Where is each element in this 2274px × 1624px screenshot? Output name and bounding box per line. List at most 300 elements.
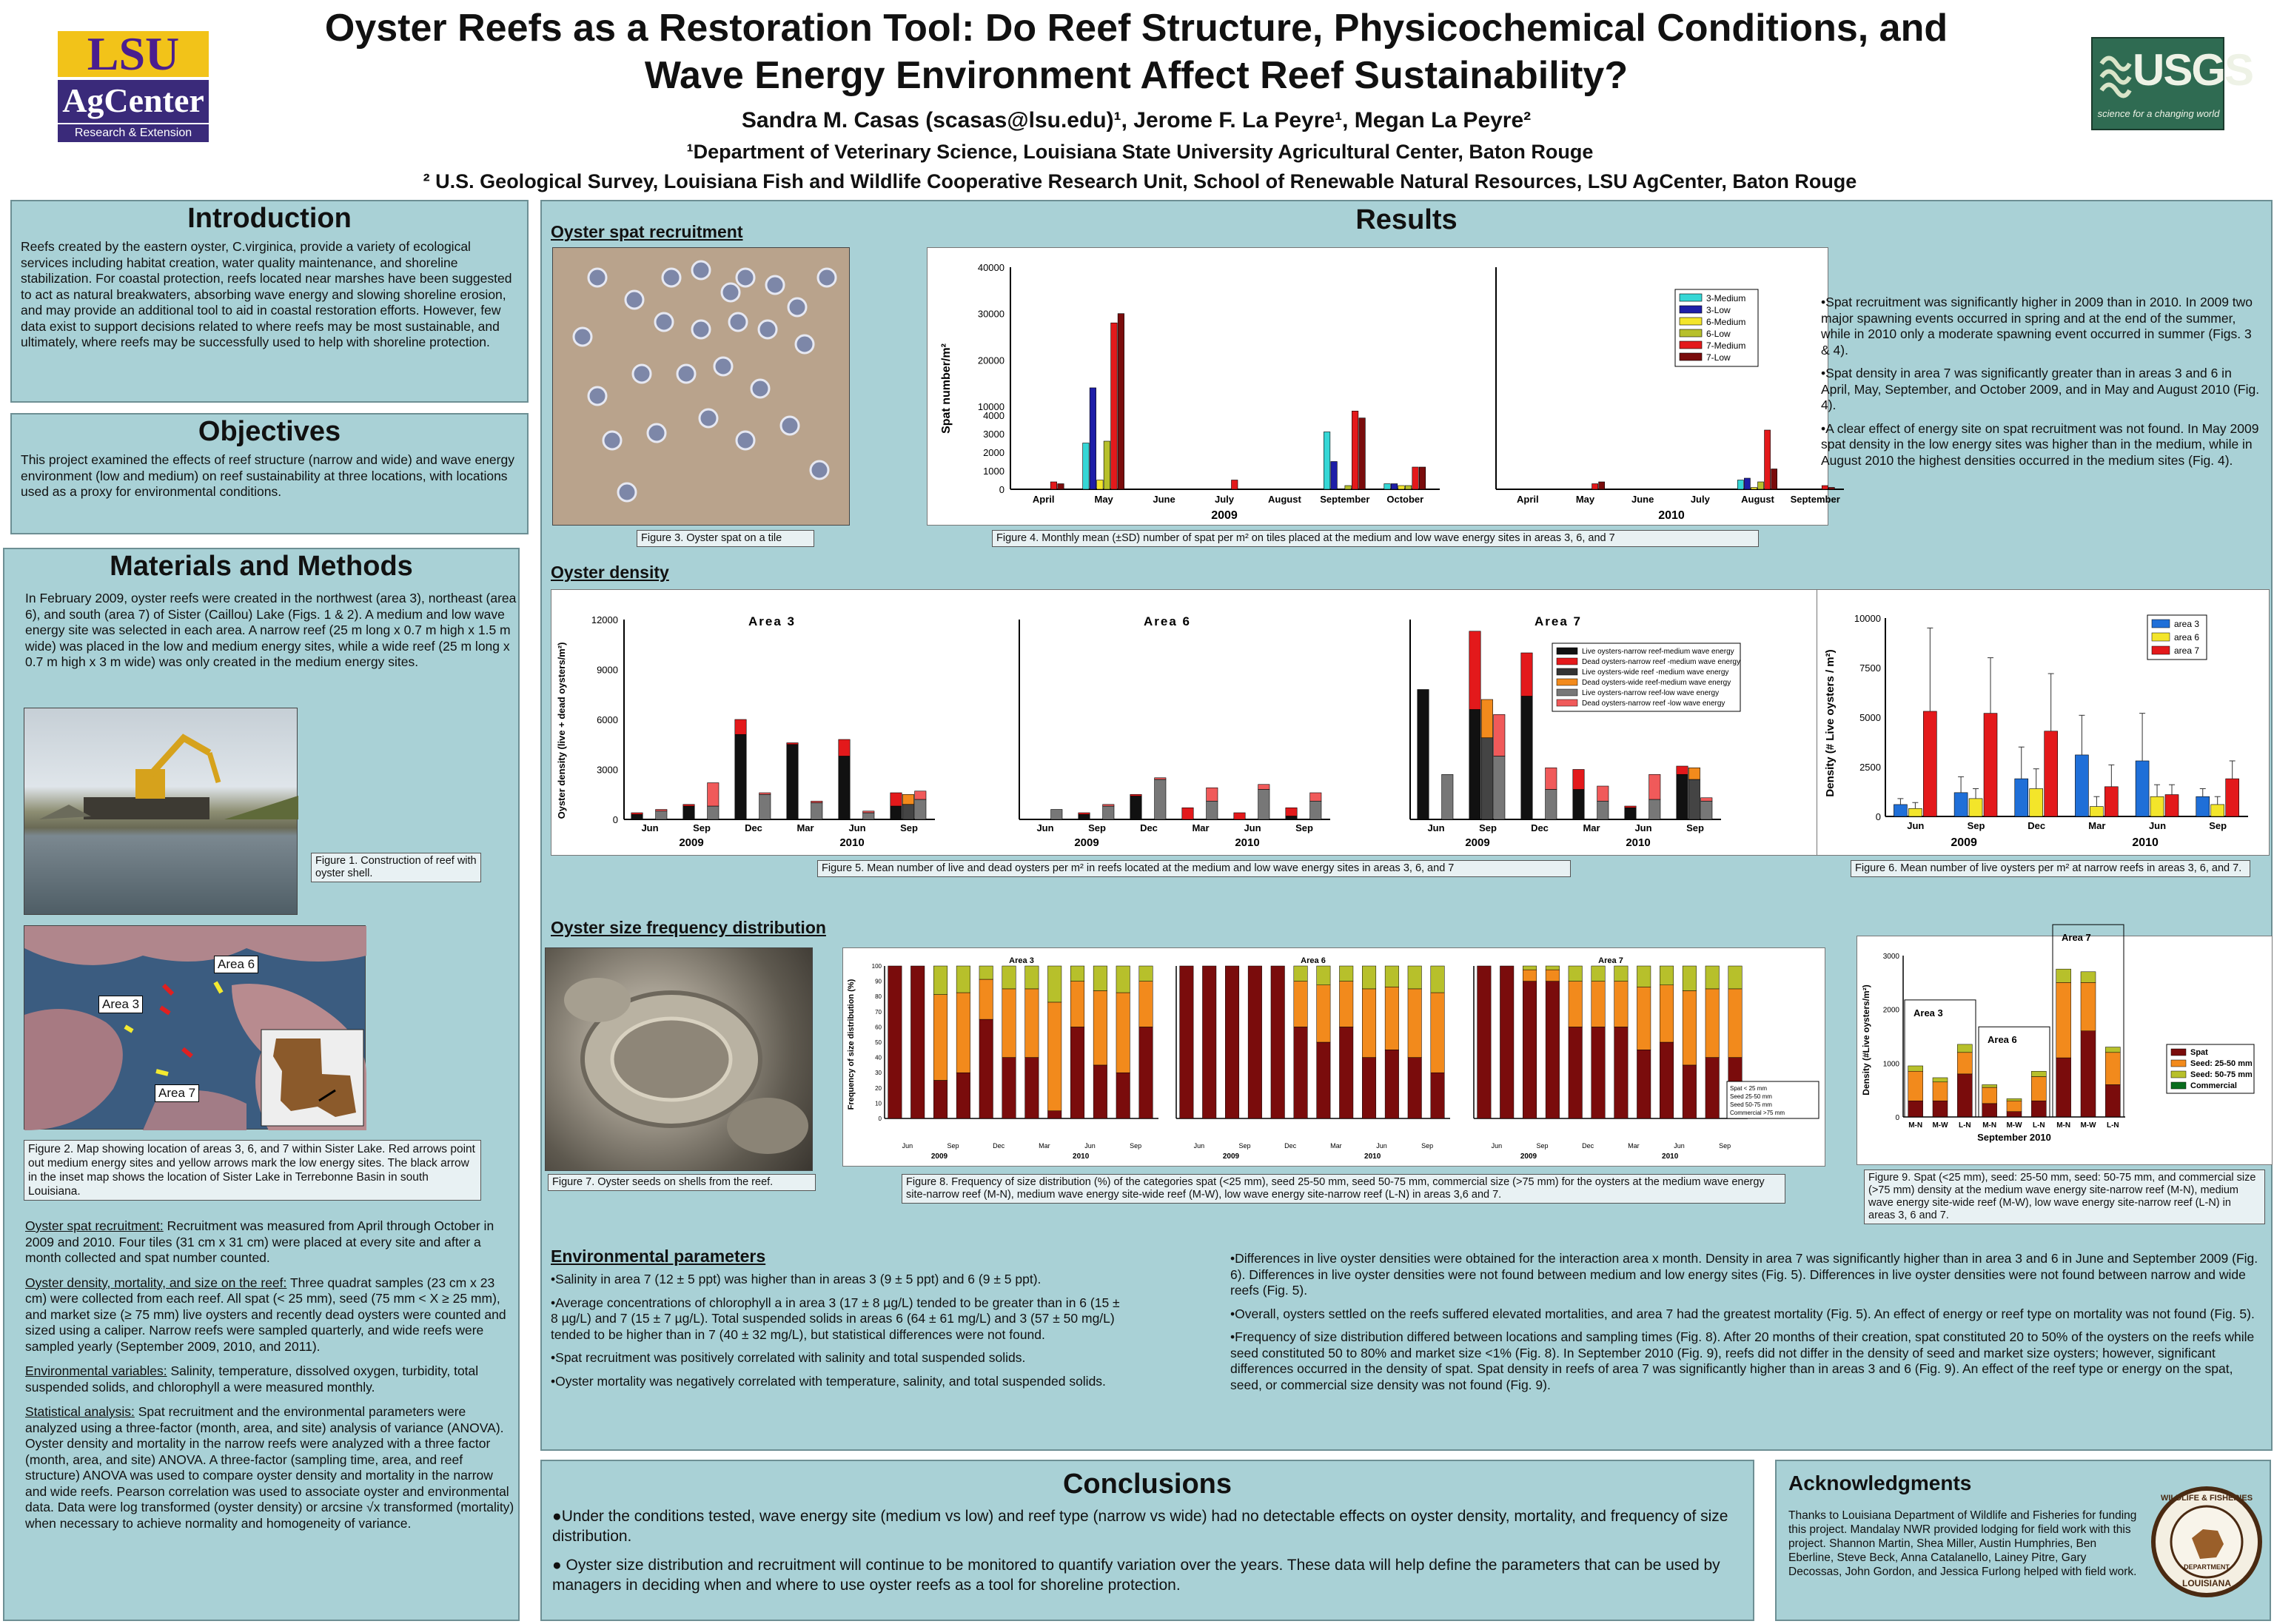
fig8-bar-seed2 [1592,966,1606,982]
fig5-bar-live [863,813,874,819]
fig8-ytick: 90 [875,978,882,985]
fig8-bar-spat [1660,1042,1674,1118]
fig5-xtick: Mar [1192,822,1210,833]
fig8-svg [843,948,1826,1167]
map-label-area3: Area 3 [98,996,143,1013]
fig5-legend-label: Dead oysters-wide reef-medium wave energy [1582,679,1731,687]
fig5-bar-live [683,806,694,819]
env-bullet: •Oyster mortality was negatively correlated with temperature, salinity, and total suspended solids. [551,1373,1106,1389]
fig8-bar-spat [1569,1027,1583,1118]
fig4-bar [1118,314,1124,489]
fig6-legend-label: area 3 [2174,619,2200,629]
conclusion-bullet: ● Oyster size distribution and recruitment will continue to be monitored to quantify variation over the years. These data will help define the parameters that can be used by managers in deciding when and where to use oyster reefs as a tool for shoreline protection. [552,1557,1720,1594]
fig9-bar-spat [2056,1058,2071,1117]
fig4-bar [1083,443,1090,490]
fig9-group-label: Area 6 [1988,1034,2017,1046]
fig9-legend-label: Seed: 25-50 mm [2190,1059,2253,1068]
fig8-bar-seed2 [1408,966,1422,989]
fig8-ytick: 80 [875,993,882,1001]
fig4-bar [1405,486,1412,489]
fig5-xtick: Sep [1295,822,1313,833]
fig6-year: 2009 [1951,836,1977,849]
fig8-bar-seed [1385,987,1399,1050]
fig5-ylabel: Oyster density (live + dead oysters/m²) [556,642,567,819]
fig8-ytick: 30 [875,1070,882,1077]
fig9-bar-spat [2081,1031,2096,1117]
fig8-xtick: Jun [902,1142,913,1150]
fig5-year: 2009 [1074,836,1099,849]
fig5-bar-dead [735,719,746,734]
fig5-bar-dead [1130,794,1141,796]
fig8-bar-seed2 [1660,966,1674,985]
fig4-xtick: May [1094,494,1113,505]
fig5-bar-live [1649,799,1660,819]
fig8-bar-seed2 [1523,966,1537,970]
fig5-year: 2009 [1465,836,1490,849]
conclusions-bullets [542,1500,1753,1601]
fig6-ytick: 5000 [1859,712,1881,723]
fig6-ytick: 7500 [1859,662,1881,674]
fig8-bar-spat [1431,1073,1445,1118]
fig8-bar-seed [1431,993,1445,1073]
fig8-xtick: Mar [1628,1142,1640,1150]
fig5-bar-dead [1310,793,1321,801]
fig4-bar [1737,480,1743,490]
fig5-bar-live [1625,808,1636,819]
fig6-bar [2165,795,2179,816]
fig8-xtick: Jun [1674,1142,1685,1150]
fig8-legend-label: Spat < 25 mm [1730,1085,1768,1092]
fig9-bar-spat [1933,1101,1948,1117]
fig5-panel-title: Area 3 [748,614,796,628]
introduction-heading: Introduction [187,203,352,234]
fig8-bar-seed [1070,982,1084,1027]
fig8-xtick: Mar [1330,1142,1342,1150]
fig8-year: 2010 [1073,1152,1090,1161]
fig6-legend-label: area 7 [2174,645,2200,656]
fig5-bar-live [1286,816,1297,820]
spat-mark [811,461,828,479]
fig8-bar-spat [910,966,925,1118]
fig4-bar [1384,484,1391,490]
fig4-legend-swatch [1680,329,1702,337]
fig5-xtick: Jun [1634,822,1652,833]
fig9-legend-swatch [2171,1071,2186,1078]
methods-paragraphs [25,1218,517,1531]
fig9-legend-swatch [2171,1049,2186,1056]
fig5-bar-dead [656,810,667,811]
fig9-xtick: M-N [1908,1121,1923,1130]
fig5-bar-live [1155,779,1166,819]
fig5-bar-dead [631,813,643,814]
fig8-bar-spat [1408,1058,1422,1118]
fig8-bar-seed2 [1047,966,1061,1002]
fig8-ytick: 60 [875,1024,882,1031]
fig9-bar-seed2 [2105,1047,2120,1053]
fig5-bar-dead [1207,788,1218,801]
spat-mark [796,335,814,353]
fig5-legend-swatch [1557,668,1577,675]
spat-mark [737,432,754,449]
fig8-bar-seed [933,995,948,1081]
fig6-bar [2090,807,2103,816]
fig5-bar-live [915,799,926,819]
fig5-bar-live [1469,710,1480,820]
fig8-bar-spat [1116,1073,1130,1118]
fig9-bar-spat [1982,1104,1997,1117]
fig8-bar-seed2 [979,966,993,979]
fig6-bar [1894,805,1907,816]
fig4-ytick: 30000 [977,308,1004,320]
fig9-bar-seed2 [1957,1044,1972,1053]
env-bullet: •Spat recruitment was positively correlated with salinity and total suspended solids. [551,1350,1026,1365]
fig5-bar-dead [1521,653,1532,697]
results-bullet: •Overall, oysters settled on the reefs suffered elevated mortalities, and area 7 had the greatest mortality (Fig. 5). An effect of energy or reef type on mortality was not found (Fig. 5). [1230,1306,2255,1321]
fig4-legend-label: 6-Medium [1706,317,1746,327]
fig6-ytick: 2500 [1859,762,1881,773]
fig8-bar-seed2 [1025,966,1039,989]
fig6-xtick: Mar [2088,820,2106,831]
env-bullet: •Salinity in area 7 (12 ± 5 ppt) was higher than in areas 3 (9 ± 5 ppt) and 6 (9 ± 5 ppt). [551,1272,1042,1286]
fig8-bar-spat [1070,1027,1084,1118]
spat-mark [751,380,769,397]
fig9-bar-seed [1908,1071,1923,1101]
fig5-panel-title: Area 6 [1144,614,1191,628]
fig9-xtick: M-N [1982,1121,1997,1130]
fig8-ytick: 100 [871,963,882,970]
fig4-bar [1391,484,1398,490]
fig8-bar-seed [1546,970,1560,981]
fig5-year: 2010 [1235,836,1260,849]
fig8-year: 2010 [1364,1152,1381,1161]
methods-intro-text: In February 2009, oyster reefs were created in the northwest (area 3), northeast (area 6), and south (area 7) of Sister (Caillou) Lake (Figs. 1 & 2). A medium and low wave energy site was selected in each area. A narrow reef (25 m long x 0.7 m high x 1.5 m wide) was placed in the low and medium energy sites, while a wide reef (25 m long x 0.7 m high x 3 m wide) was only created in the medium energy sites. [25,591,517,669]
fig5-bar-live [1130,796,1141,820]
objectives-heading: Objectives [198,416,341,447]
fig8-xtick: Jun [1376,1142,1387,1150]
fig8-xtick: Sep [1536,1142,1549,1150]
fig8-panel-title: Area 7 [1598,956,1623,965]
fig4-ytick: 1000 [983,466,1004,477]
fig4-bar [1822,486,1828,489]
fig2-caption: Figure 2. Map showing location of areas 3, 6, and 7 within Sister Lake. Red arrows point out medium energy sites and yellow arrows mark the low energy sites. The black arrow in the inset map shows the location of Sister Lake in Terrebonne Basin in south Louisiana. [24,1140,481,1201]
fig8-xtick: Dec [993,1142,1005,1150]
fig9-bar-seed [2105,1053,2120,1085]
fig4-bar [1097,480,1104,490]
fig9-ytick: 0 [1895,1114,1899,1122]
fig8-legend-label: Commercial >75 mm [1730,1110,1785,1116]
fig8-bar-seed2 [933,966,948,995]
fig8-bar-seed [1728,989,1743,1058]
fig9-bar-seed [2007,1101,2022,1112]
fig8-bar-seed2 [1728,966,1743,989]
spat-bullet: •Spat density in area 7 was significantly greater than in areas 3 and 6 in April, May, September, and October 2009, and in May and August 2010 (Fig. 4). [1821,366,2260,412]
spat-mark [655,313,673,331]
fig8-bar-seed [1116,993,1130,1073]
fig8-bar-seed [1317,985,1331,1042]
fig5-xtick: Dec [1140,822,1158,833]
fig6-xtick: Sep [2209,820,2227,831]
methods-stats-paragraph: Statistical analysis: Spat recruitment and the environmental parameters were analyzed using a three-factor (month, area, and site) analysis of variance (ANOVA). Oyster density and mortality in the narrow reefs were analyzed with a three factor (month, area, and site) ANOVA. A three-factor (sampling time, area, and reef structure) ANOVA was used to compare oyster density and mortality in the narrow and wide reefs. Pearson correlation was used to associate oyster and environmental data. Data were log transformed (oyster density) or arcsine √x transformed (mortality) when necessary to achieve normality and homogeneity of variance. [25,1404,514,1531]
fig8-bar-seed2 [1139,966,1153,982]
fig9-chart [1857,932,2273,1165]
poster-title: Oyster Reefs as a Restoration Tool: Do Reef Structure, Physicochemical Conditions, and Wave Energy Environment Affect Reef Sustainability? [324,7,1948,97]
fig6-bar [2211,805,2224,816]
fig3-caption: Figure 3. Oyster spat on a tile [637,530,814,547]
fig4-bar [1419,467,1426,489]
fig4-xtick: July [1214,494,1235,505]
density-heading: Oyster density [551,563,669,582]
fig5-bar-dead [787,743,798,745]
fig4-xtick: September [1320,494,1370,505]
fig8-bar-seed [1339,982,1353,1027]
spat-mark [700,409,717,427]
fig5-xtick: Dec [1531,822,1549,833]
acknowledgments-text: Thanks to Louisiana Department of Wildlife and Fisheries for funding this project. Mandalay NWR provided lodging for field work with this project. Shannon Martin, Shea Miller, Austin Humphries, Ben Eberline, Steve Beck, Anna Catalanello, Lainey Pitre, Gary Decossas, John Gordon, and Jessica Furlong helped with field work. [1788,1509,2137,1578]
fig5-legend-swatch [1557,689,1577,696]
fig5-ytick: 12000 [591,614,618,625]
fig8-year: 2009 [1222,1152,1240,1161]
affiliation-2: ² U.S. Geological Survey, Louisiana Fish and Wildlife Cooperative Research Unit, School of Renewable Natural Resources, LSU AgCenter, Baton Rouge [423,170,1857,192]
fig4-bar [1771,469,1777,490]
fig5-legend-label: Live oysters-wide reef -medium wave energy [1582,668,1729,677]
fig5-bar-live [708,806,719,819]
fig9-xlabel: September 2010 [1977,1132,2051,1143]
fig5-ytick: 6000 [597,714,618,725]
fig8-bar-seed2 [1546,966,1560,970]
fig5-xtick: Jun [848,822,866,833]
fig5-chart [551,589,1837,856]
fig4-year: 2010 [1658,509,1685,522]
fig4-legend-label: 3-Low [1706,305,1731,315]
fig6-bar [2104,787,2118,816]
spat-mark [603,432,621,449]
fig5-bar-live [1597,801,1609,819]
results-bullets [1230,1251,2264,1400]
fig8-bar-spat [1248,966,1262,1118]
fig8-bar-spat [1546,982,1560,1118]
fig9-ytick: 3000 [1882,953,1899,961]
fig5-ytick: 3000 [597,764,618,776]
fig6-ylabel: Density (# Live oysters / m²) [1824,649,1837,797]
fig5-bar-dead [1103,805,1114,806]
oyster-seed-photo [545,947,813,1171]
spat-mark [692,321,710,338]
fig8-bar-seed [1614,982,1629,1027]
authors: Sandra M. Casas (scasas@lsu.edu)¹, Jerome F. La Peyre¹, Megan La Peyre² [741,108,1532,132]
fig9-bar-seed [2056,982,2071,1058]
spat-mark [781,417,799,434]
fig8-bar-seed [1683,990,1697,1064]
fig8-legend-label: Seed 50-75 mm [1730,1101,1772,1108]
fig5-bar-dead [1155,778,1166,779]
fig4-xtick: August [1741,494,1774,505]
fig5-bar-live [811,803,822,820]
map-label-area7: Area 7 [155,1084,199,1102]
fig4-ytick: 20000 [977,355,1004,366]
fig4-year: 2009 [1211,509,1238,522]
fig5-bar-live [1418,690,1429,820]
fig8-bar-spat [1202,966,1216,1118]
fig9-bar-seed2 [2031,1071,2046,1076]
fig6-chart [1817,589,2270,856]
fig4-bar [1744,478,1750,489]
results-bullet: •Frequency of size distribution differed between locations and sampling times (Fig. 8). After 20 months of their creation, spat constituted 20 to 50% of the oysters on the reefs while seed constituted 50 to 80% and market size <1% (Fig. 8). In September 2010 (Fig. 9), reefs did not differ in the density of seed and market size oysters; however, significant differences occurred in the density of spat. Spat density in reefs of area 7 was significantly higher than in areas 3 and 6 (Fig. 9). An effect of the reef type or energy on the spat, seed, or commercial size density was not found (Fig. 9). [1230,1329,2255,1392]
fig6-legend-label: area 6 [2174,632,2200,642]
fig5-bar-dead [811,801,822,802]
fig4-bar [1592,484,1598,490]
fig9-bar-seed2 [2007,1098,2022,1101]
fig8-bar-seed2 [1431,966,1445,993]
fig8-caption: Figure 8. Frequency of size distribution (%) of the categories spat (<25 mm), seed 25-50 mm, seed 50-75 mm, commercial size (>75 mm) for the oysters at the medium wave energy site-narrow reef (M-N), medium wave energy site-wide reef (M-W), low wave energy site-narrow reef (L-N) in areas 3,6 and 7. [902,1174,1785,1204]
fig4-legend-swatch [1680,341,1702,349]
fig6-bar [1908,808,1922,816]
introduction-text: Reefs created by the eastern oyster, C.virginica, provide a variety of ecological services including habitat creation, water quality maintenance, and shoreline stabilization. For coastal protection, reefs located near marshes have been suggested to act as natural breakwaters, absorbing wave energy and slowing shoreline erosion, and may provide an additional tool to aid in coastal restoration efforts. However, few data exist to support decisions related to where reefs may be most sustainable, and ultimately, where reefs may be successfully used to help with shoreline protection. [21,239,512,349]
fig8-ylabel: Frequency of size distribution (%) [847,979,856,1110]
fig8-bar-seed2 [956,966,970,993]
conclusions-heading: Conclusions [1062,1469,1232,1500]
fig9-legend-label: Commercial [2190,1081,2237,1090]
fig5-bar-dead [1597,786,1609,801]
fig5-xtick: Jun [1036,822,1054,833]
fig4-ytick: 3000 [983,429,1004,440]
fig6-caption: Figure 6. Mean number of live oysters per m² at narrow reefs in areas 3, 6, and 7. [1851,860,2250,877]
fig6-bar [2015,779,2028,816]
conclusion-bullet: ●Under the conditions tested, wave energy site (medium vs low) and reef type (narrow vs wide) had no detectable effects on oyster density, mortality, and frequency of size distribution. [552,1508,1728,1545]
seal-middle-text: DEPARTMENT [2184,1563,2230,1571]
spat-mark [759,321,777,338]
fig8-bar-spat [933,1081,948,1119]
spat-mark [788,298,806,316]
fig5-bar-dead [915,791,926,799]
objectives-panel [10,413,529,534]
fig8-xtick: Sep [1719,1142,1731,1150]
fig9-ytick: 1000 [1882,1060,1899,1069]
fig5-xtick: Sep [1686,822,1704,833]
fig5-xtick: Sep [900,822,918,833]
spat-mark [766,276,784,294]
fig9-svg [1857,932,2273,1166]
fig5-bar-live [902,805,913,819]
fig8-bar-spat [888,966,902,1118]
sister-lake-map [24,925,366,1130]
fig4-bar [1232,480,1238,490]
fig5-xtick: Mar [796,822,814,833]
fig4-xtick: May [1575,494,1595,505]
fig5-bar-live [759,794,771,819]
fig6-ytick: 0 [1875,811,1881,822]
usgs-logo [2091,37,2253,130]
fig9-bar-seed [1933,1082,1948,1101]
fig4-chart [927,247,1840,526]
fig8-bar-spat [1614,1027,1629,1118]
fig8-bar-seed [1637,987,1651,1050]
fig5-bar-dead [1079,813,1090,814]
fig5-bar-live [656,811,667,819]
fig5-bar-live [1079,814,1090,819]
fig8-panel-title: Area 6 [1301,956,1326,965]
fig4-bar [1090,388,1096,489]
fig4-bar [1111,323,1118,489]
fig6-bar [1954,793,1968,816]
fig4-ytick: 2000 [983,447,1004,458]
fig4-bar [1359,418,1366,489]
spat-bullet: •A clear effect of energy site on spat recruitment was not found. In May 2009 spat density in the low energy sites was higher than in the medium, while in August 2010 the highest densities occurred in the medium sites (Fig. 4). [1821,420,2259,468]
fig5-bar-dead [759,793,771,794]
fig4-bar [1412,467,1419,489]
fig5-bar-live [1442,774,1453,819]
fig8-xtick: Sep [1421,1142,1434,1150]
fig8-bar-seed [1706,989,1720,1058]
fig8-bar-seed2 [1362,966,1376,989]
methods-panel [3,548,520,1621]
fig4-xtick: August [1268,494,1301,505]
acknowledgments-panel [1775,1460,2271,1621]
fig5-year: 2010 [1626,836,1651,849]
fig9-legend-swatch [2171,1082,2186,1089]
fig8-bar-seed [1002,989,1016,1058]
fig4-bar [1751,488,1757,490]
fig9-ylabel: Density (#Live oysters/m²) [1861,984,1871,1095]
fig8-bar-spat [956,1073,970,1118]
fig8-bar-spat [1500,966,1514,1118]
fig6-bar [2150,796,2164,816]
fig8-chart [842,947,1825,1167]
env-bullet: •Average concentrations of chlorophyll a in area 3 (17 ± 8 µg/L) tended to be greater than in 6 (15 ± 8 µg/L) and 7 (15 ± 7 µg/L). Total suspended solids in areas 6 (64 ± 61 mg/L) and 3 (57 ± 50 mg/L) tended to be higher than in 7 (40 ± 32 mg/L), but statistical differences were not found. [551,1295,1120,1342]
fig5-bar-live [1103,806,1114,819]
env-heading: Environmental parameters [551,1246,766,1266]
fig8-bar-spat [1271,966,1285,1118]
spat-mark [722,283,739,301]
fig9-legend-swatch [2171,1060,2186,1067]
fig4-bar [1104,441,1110,489]
fig8-xtick: Jun [1084,1142,1096,1150]
fig5-xtick: Dec [745,822,762,833]
fig8-bar-seed2 [1116,966,1130,993]
fig4-xtick: June [1631,494,1654,505]
fig5-bar-dead [902,794,913,805]
acknowledgments-heading: Acknowledgments [1788,1472,1972,1494]
fig8-bar-spat [1180,966,1194,1118]
fig8-bar-seed2 [1385,966,1399,987]
results-heading: Results [1355,204,1458,235]
fig5-bar-live [1546,790,1557,820]
fig5-svg [551,590,1838,856]
fig5-xtick: Sep [1088,822,1106,833]
seal-top-text: WILDLIFE & FISHERIES [2160,1494,2253,1503]
methods-heading: Materials and Methods [110,551,413,582]
fig8-bar-spat [1637,1050,1651,1118]
fig5-caption: Figure 5. Mean number of live and dead oysters per m² in reefs located at the medium and low wave energy sites in areas 3, 6, and 7 [817,860,1571,877]
fig5-bar-live [1051,810,1062,820]
fig5-bar-live [1677,774,1688,819]
fig5-ytick: 0 [612,814,618,825]
fig4-legend-label: 3-Medium [1706,293,1746,303]
fig8-bar-spat [1706,1058,1720,1118]
fig8-bar-seed [1660,985,1674,1042]
fig4-legend-swatch [1680,318,1702,325]
fig6-bar [2226,779,2239,816]
fig4-bar [1765,430,1771,489]
spat-mark [633,365,651,383]
fig8-ytick: 40 [875,1054,882,1061]
fig6-bar [2136,761,2149,816]
fig8-ytick: 20 [875,1084,882,1092]
fig8-ytick: 50 [875,1039,882,1046]
fig8-bar-spat [1294,1027,1308,1118]
fig8-legend-label: Seed 25-50 mm [1730,1093,1772,1100]
fig9-bar-seed [1957,1053,1972,1074]
fig8-bar-seed2 [1093,966,1107,990]
